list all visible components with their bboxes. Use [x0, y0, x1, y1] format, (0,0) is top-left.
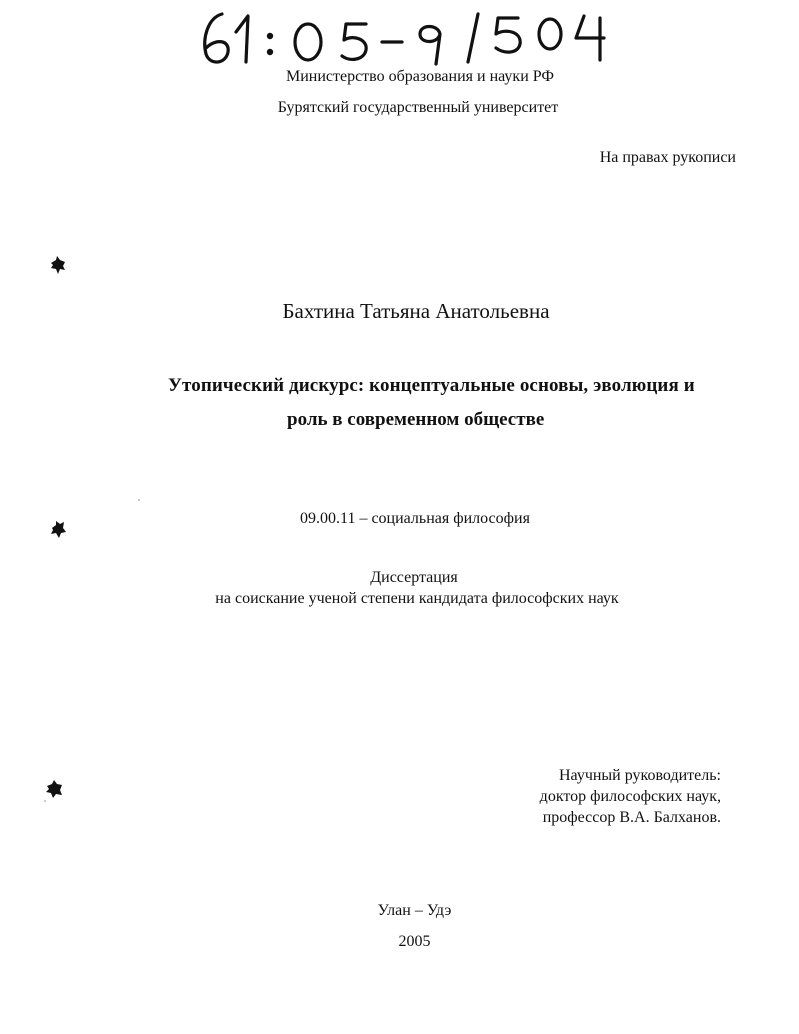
advisor-degree: доктор философских наук, [539, 788, 721, 805]
year: 2005 [398, 933, 431, 950]
author-name: Бахтина Татьяна Анатольевна [282, 299, 550, 323]
specialty-code: 09.00.11 – социальная философия [300, 510, 530, 527]
university-name: Бурятский государственный университет [277, 99, 559, 116]
advisor-name: профессор В.А. Балханов. [542, 809, 721, 826]
city: Улан – Удэ [377, 902, 452, 919]
work-type-label: Диссертация [370, 569, 458, 586]
degree-description: на соискание ученой степени кандидата философских наук [215, 590, 619, 607]
advisor-label: Научный руководитель: [558, 767, 721, 784]
ministry-name: Министерство образования и науки РФ [285, 68, 555, 85]
dissertation-title-line-1: Утопический дискурс: концептуальные основы, эволюция и [168, 375, 695, 396]
handwritten-archive-number [196, 4, 616, 70]
scan-speck [44, 800, 46, 802]
punch-hole-mark [48, 518, 68, 540]
punch-hole-mark [44, 778, 64, 800]
dissertation-title-line-2: роль в современном обществе [287, 409, 545, 430]
punch-hole-mark [48, 254, 68, 276]
manuscript-rights-note: На правах рукописи [599, 149, 736, 166]
scan-speck [138, 499, 140, 501]
advisor-block [540, 765, 721, 828]
